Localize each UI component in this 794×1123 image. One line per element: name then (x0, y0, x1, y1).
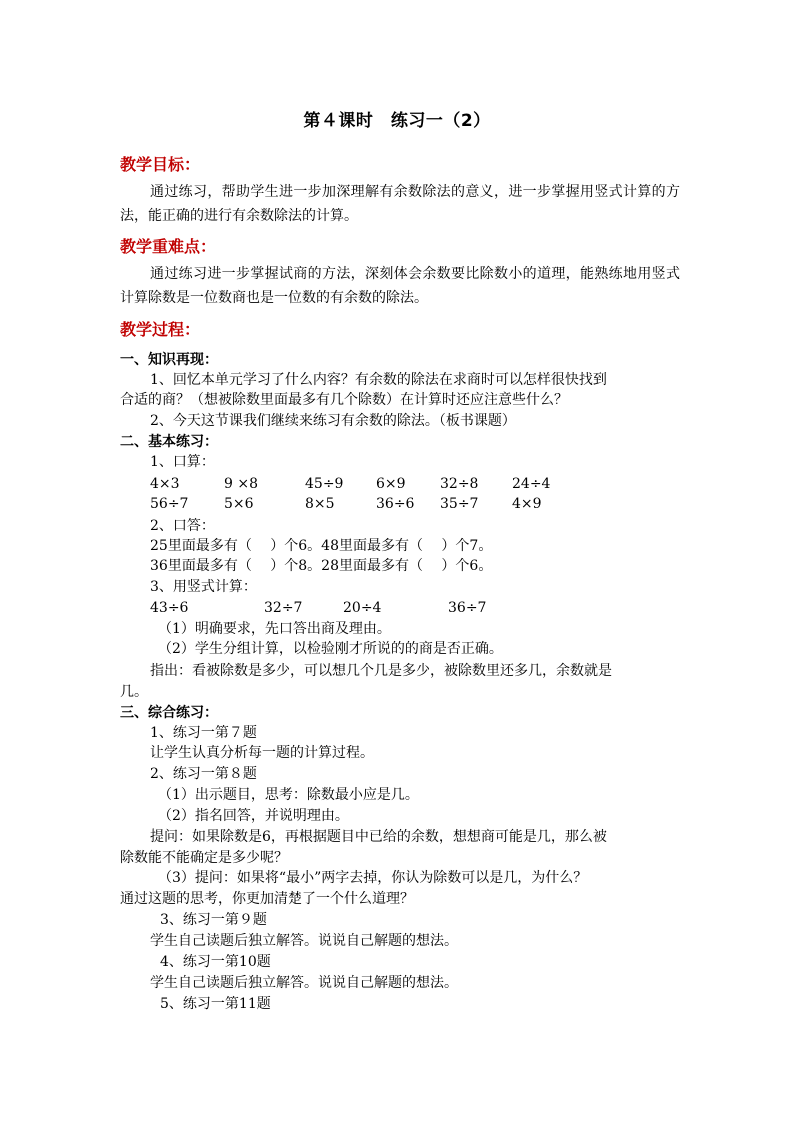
oral-calc-item: 32÷8 (440, 476, 479, 492)
step-2: （2）学生分组计算，以检验刚才所说的的商是否正确。 (158, 641, 503, 657)
vertical-calc-item: 43÷6 (150, 600, 189, 616)
oral-calc-item: 24÷4 (512, 476, 551, 492)
step-1: （1）明确要求，先口答出商及理由。 (158, 621, 391, 637)
oral-answer-question-2: 36里面最多有（ ）个8。28里面最多有（ ）个6。 (150, 558, 493, 574)
exercise-8-question-line-1: 提问：如果除数是6，再根据题目中已给的余数，想想商可能是几，那么被 (150, 829, 607, 845)
exercise-9: 3、练习一第９题 (160, 912, 267, 928)
exercise-10: 4、练习一第10题 (160, 954, 271, 970)
oral-calc-item: 56÷7 (150, 496, 189, 512)
oral-calc-item: 4×9 (512, 496, 542, 512)
key-point-line-2: 几。 (120, 684, 148, 700)
exercise-7: 1、练习一第７题 (150, 725, 257, 741)
oral-calc-label: 1、口算： (150, 454, 215, 470)
exercise-8-step-1: （1）出示题目，思考：除数最小应是几。 (158, 787, 419, 803)
part2-heading: 二、基本练习： (120, 434, 218, 450)
oral-calc-item: 35÷7 (440, 496, 479, 512)
exercise-8-step-3-line-2: 通过这题的思考，你更加清楚了一个什么道理？ (120, 891, 414, 907)
oral-calc-item: 9 ×8 (224, 476, 258, 492)
exercise-8-step-3-line-1: （3）提问：如果将“最小”两字去掉，你认为除数可以是几，为什么？ (158, 870, 588, 886)
part1-line-1: 1、回忆本单元学习了什么内容？有余数的除法在求商时可以怎样很快找到 (150, 372, 607, 388)
exercise-8-question-line-2: 除数能不能确定是多少呢？ (120, 850, 288, 866)
vertical-calc-item: 20÷4 (343, 600, 382, 616)
oral-calc-item: 36÷6 (376, 496, 415, 512)
exercise-9-note: 学生自己读题后独立解答。说说自己解题的想法。 (150, 933, 458, 949)
oral-calc-item: 6×9 (376, 476, 406, 492)
oral-answer-question-1: 25里面最多有（ ）个6。48里面最多有（ ）个7。 (150, 538, 493, 554)
vertical-calc-item: 32÷7 (264, 600, 303, 616)
part1-line-2: 合适的商？（想被除数里面最多有几个除数）在计算时还应注意些什么？ (120, 392, 568, 408)
part3-heading: 三、综合练习： (120, 705, 218, 721)
exercise-7-note: 让学生认真分析每一题的计算过程。 (150, 745, 374, 761)
exercise-8: 2、练习一第８题 (150, 766, 257, 782)
oral-calc-item: 8×5 (305, 496, 335, 512)
exercise-10-note: 学生自己读题后独立解答。说说自己解题的想法。 (150, 975, 458, 991)
oral-calc-item: 45÷9 (305, 476, 344, 492)
section-heading-goals: 教学目标： (120, 155, 201, 174)
section-heading-key-points: 教学重难点： (120, 237, 217, 256)
oral-calc-item: 5×6 (224, 496, 254, 512)
key-point-line-1: 指出：看被除数是多少，可以想几个几是多少，被除数里还多几，余数就是 (150, 663, 612, 679)
vertical-calc-item: 36÷7 (448, 600, 487, 616)
section-heading-process: 教学过程： (120, 320, 201, 339)
exercise-11: 5、练习一第11题 (160, 996, 271, 1012)
exercise-8-step-2: （2）指名回答，并说明理由。 (158, 808, 349, 824)
page-title: 第４课时 练习一（2） (303, 111, 491, 131)
part1-heading: 一、知识再现： (120, 352, 218, 368)
key-points-text: 通过练习进一步掌握试商的方法，深刻体会余数要比除数小的道理，能熟练地用竖式计算除数是一位数商也是一位数的有余数的除法。 (120, 266, 680, 306)
oral-answer-label: 2、口答： (150, 518, 215, 534)
part1-line-3: 2、今天这节课我们继续来练习有余数的除法。（板书课题） (150, 413, 516, 429)
oral-calc-item: 4×3 (150, 476, 180, 492)
vertical-calc-label: 3、用竖式计算： (150, 579, 257, 595)
goals-text: 通过练习，帮助学生进一步加深理解有余数除法的意义，进一步掌握用竖式计算的方法，能正确的进行有余数除法的计算。 (120, 184, 680, 224)
